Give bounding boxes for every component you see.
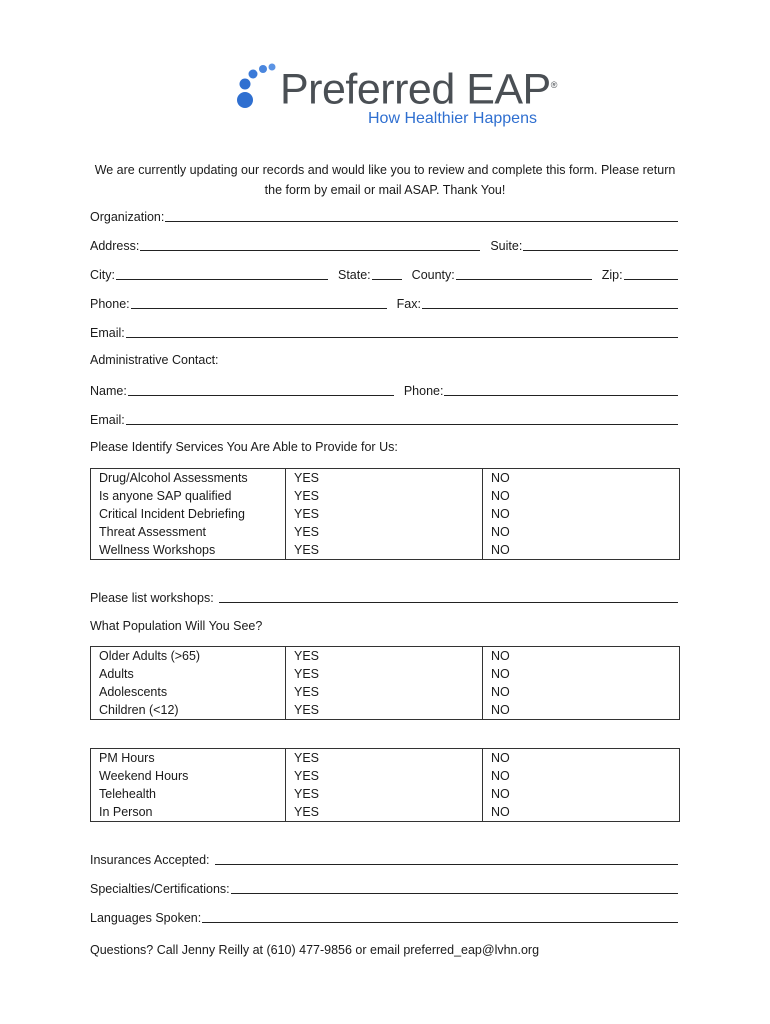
no-option[interactable]: NO xyxy=(491,667,510,681)
address-label: Address: xyxy=(90,239,140,253)
population-item: Children (<12) xyxy=(99,703,179,717)
footer-contact: Questions? Call Jenny Reilly at (610) 477-9856 or email preferred_eap@lvhn.org xyxy=(90,943,540,957)
admin-contact-heading: Administrative Contact: xyxy=(90,353,219,367)
no-option[interactable]: NO xyxy=(491,751,510,765)
admin-email-row xyxy=(90,409,680,427)
workshops-field[interactable] xyxy=(219,590,678,603)
population-table xyxy=(90,646,680,720)
service-item: Threat Assessment xyxy=(99,525,206,539)
admin-email-field[interactable] xyxy=(126,412,678,425)
no-option[interactable]: NO xyxy=(491,525,510,539)
languages-label: Languages Spoken: xyxy=(90,911,202,925)
population-heading: What Population Will You See? xyxy=(90,619,263,633)
address-field[interactable] xyxy=(140,238,480,251)
state-field[interactable] xyxy=(372,267,402,280)
hours-item: Telehealth xyxy=(99,787,156,801)
admin-email-label: Email: xyxy=(90,413,125,427)
hours-item: Weekend Hours xyxy=(99,769,189,783)
hours-item: PM Hours xyxy=(99,751,155,765)
logo-name: Preferred EAP® xyxy=(280,65,557,114)
suite-label: Suite: xyxy=(490,239,523,253)
organization-field[interactable] xyxy=(165,209,678,222)
city-field[interactable] xyxy=(116,267,328,280)
admin-phone-field[interactable] xyxy=(444,383,678,396)
yes-option[interactable]: YES xyxy=(294,685,320,699)
phone-row xyxy=(90,293,680,311)
services-no-cell xyxy=(483,469,680,560)
phone-field[interactable] xyxy=(131,296,387,309)
yes-option[interactable]: YES xyxy=(294,769,320,783)
county-label: County: xyxy=(411,268,455,282)
no-option[interactable]: NO xyxy=(491,805,510,819)
specialties-label: Specialties/Certifications: xyxy=(90,882,230,896)
insurances-field[interactable] xyxy=(215,852,678,865)
admin-phone-label: Phone: xyxy=(403,384,444,398)
county-field[interactable] xyxy=(456,267,592,280)
population-item: Adolescents xyxy=(99,685,168,699)
city-label: City: xyxy=(90,268,115,282)
service-item: Critical Incident Debriefing xyxy=(99,507,245,521)
population-item: Older Adults (>65) xyxy=(99,649,201,663)
hours-item: In Person xyxy=(99,805,153,819)
email-label: Email: xyxy=(90,326,125,340)
no-option[interactable]: NO xyxy=(491,769,510,783)
no-option[interactable]: NO xyxy=(491,489,510,503)
services-heading: Please Identify Services You Are Able to Provide for Us: xyxy=(90,440,398,454)
workshops-row xyxy=(90,587,680,605)
services-yes-cell xyxy=(286,469,483,560)
service-item: Wellness Workshops xyxy=(99,543,216,557)
hours-yes-cell xyxy=(286,749,483,822)
service-item: Drug/Alcohol Assessments xyxy=(99,471,248,485)
fax-label: Fax: xyxy=(396,297,421,311)
no-option[interactable]: NO xyxy=(491,685,510,699)
city-row xyxy=(90,264,680,282)
yes-option[interactable]: YES xyxy=(294,667,320,681)
admin-name-field[interactable] xyxy=(128,383,394,396)
fax-field[interactable] xyxy=(422,296,678,309)
admin-name-label: Name: xyxy=(90,384,127,398)
service-item: Is anyone SAP qualified xyxy=(99,489,232,503)
address-row xyxy=(90,235,680,253)
yes-option[interactable]: YES xyxy=(294,805,320,819)
yes-option[interactable]: YES xyxy=(294,703,320,717)
no-option[interactable]: NO xyxy=(491,507,510,521)
no-option[interactable]: NO xyxy=(491,471,510,485)
hours-table xyxy=(90,748,680,822)
no-option[interactable]: NO xyxy=(491,543,510,557)
yes-option[interactable]: YES xyxy=(294,525,320,539)
logo-dots-icon xyxy=(236,62,280,114)
services-items-cell xyxy=(91,469,286,560)
specialties-field[interactable] xyxy=(231,881,678,894)
hours-no-cell xyxy=(483,749,680,822)
intro-text: We are currently updating our records and would like you to review and complete this form. Please return the form by email or mail ASAP. Thank You! xyxy=(94,163,676,197)
no-option[interactable]: NO xyxy=(491,649,510,663)
population-items-cell xyxy=(91,647,286,720)
population-item: Adults xyxy=(99,667,134,681)
yes-option[interactable]: YES xyxy=(294,751,320,765)
logo-tagline: How Healthier Happens xyxy=(368,110,537,127)
yes-option[interactable]: YES xyxy=(294,543,320,557)
services-table xyxy=(90,468,680,560)
no-option[interactable]: NO xyxy=(491,787,510,801)
yes-option[interactable]: YES xyxy=(294,787,320,801)
no-option[interactable]: NO xyxy=(491,703,510,717)
admin-name-row xyxy=(90,380,680,398)
organization-row xyxy=(90,206,680,224)
suite-field[interactable] xyxy=(523,238,678,251)
phone-label: Phone: xyxy=(90,297,130,311)
yes-option[interactable]: YES xyxy=(294,489,320,503)
population-no-cell xyxy=(483,647,680,720)
languages-field[interactable] xyxy=(202,910,678,923)
email-row xyxy=(90,322,680,340)
population-yes-cell xyxy=(286,647,483,720)
insurances-row xyxy=(90,849,680,867)
languages-row xyxy=(90,907,680,925)
zip-label: Zip: xyxy=(601,268,623,282)
yes-option[interactable]: YES xyxy=(294,507,320,521)
yes-option[interactable]: YES xyxy=(294,649,320,663)
zip-field[interactable] xyxy=(624,267,678,280)
hours-items-cell xyxy=(91,749,286,822)
specialties-row xyxy=(90,878,680,896)
insurances-label: Insurances Accepted: xyxy=(90,853,210,867)
yes-option[interactable]: YES xyxy=(294,471,320,485)
logo xyxy=(236,62,557,132)
organization-label: Organization: xyxy=(90,210,165,224)
email-field[interactable] xyxy=(126,325,678,338)
workshops-label: Please list workshops: xyxy=(90,591,214,605)
state-label: State: xyxy=(338,268,371,282)
